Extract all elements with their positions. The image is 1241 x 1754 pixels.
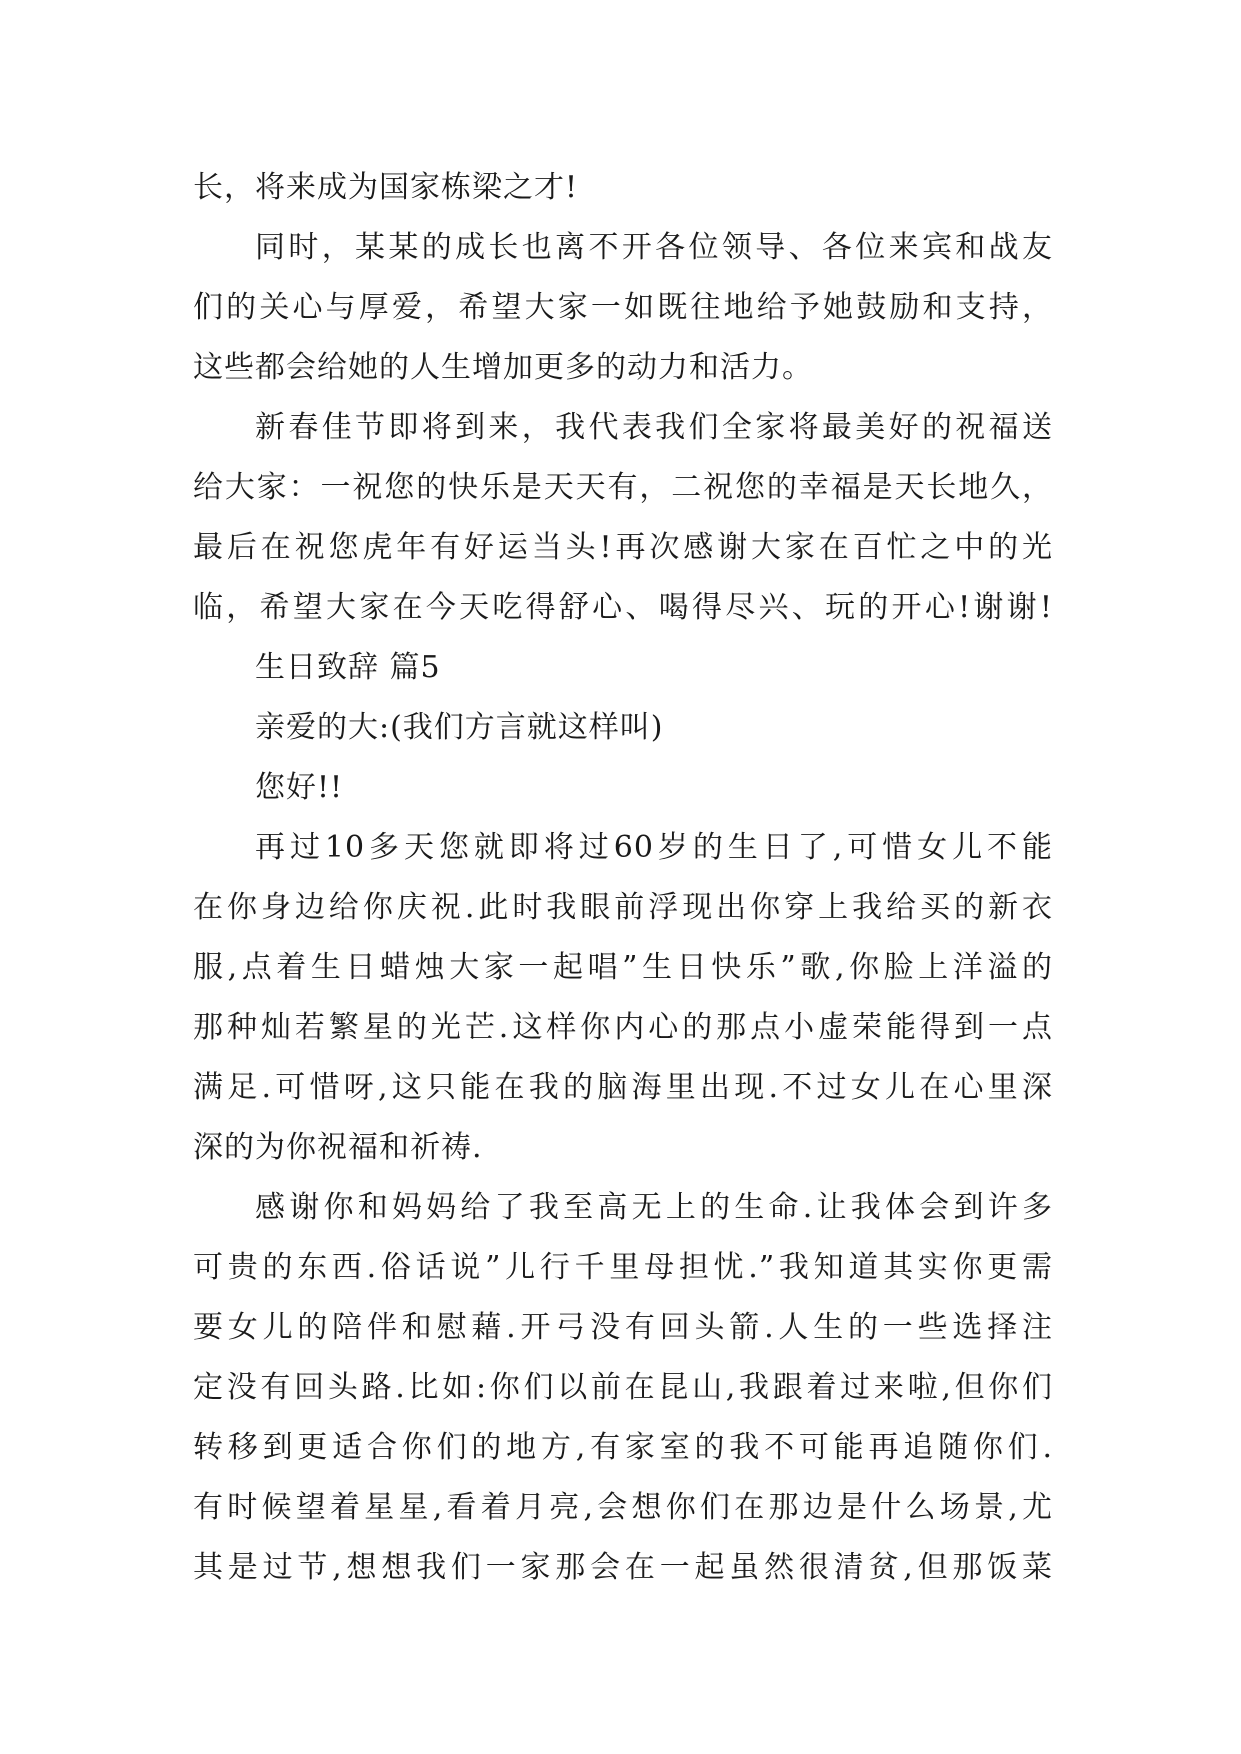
document-body <box>193 158 1053 1598</box>
salutation-line: 亲爱的大:(我们方言就这样叫) <box>255 710 664 745</box>
paragraph-start-line: 同时，某某的成长也离不开各位领导、各位来宾和战友 <box>255 230 1053 265</box>
text-line: 这些都会给她的人生增加更多的动力和活力。 <box>193 350 813 385</box>
paragraph-start-line: 感谢你和妈妈给了我至高无上的生命.让我体会到许多 <box>255 1190 1053 1225</box>
text-line: 给大家：一祝您的快乐是天天有，二祝您的幸福是天长地久， <box>193 470 1053 505</box>
text-line: 要女儿的陪伴和慰藉.开弓没有回头箭.人生的一些选择注 <box>193 1310 1053 1345</box>
text-line: 在你身边给你庆祝.此时我眼前浮现出你穿上我给买的新衣 <box>193 890 1053 925</box>
text-line: 那种灿若繁星的光芒.这样你内心的那点小虚荣能得到一点 <box>193 1010 1053 1045</box>
text-line: 临，希望大家在今天吃得舒心、喝得尽兴、玩的开心!谢谢! <box>193 590 1053 625</box>
text-line: 服,点着生日蜡烛大家一起唱”生日快乐”歌,你脸上洋溢的 <box>193 950 1053 985</box>
text-line: 长，将来成为国家栋梁之才! <box>193 170 579 205</box>
paragraph-start-line: 新春佳节即将到来，我代表我们全家将最美好的祝福送 <box>255 410 1053 445</box>
text-line: 定没有回头路.比如:你们以前在昆山,我跟着过来啦,但你们 <box>193 1370 1053 1405</box>
paragraph-start-line: 再过10多天您就即将过60岁的生日了,可惜女儿不能 <box>255 830 1053 865</box>
text-line: 有时候望着星星,看着月亮,会想你们在那边是什么场景,尤 <box>193 1490 1053 1525</box>
greeting-line: 您好!! <box>255 770 344 805</box>
text-line: 们的关心与厚爱，希望大家一如既往地给予她鼓励和支持， <box>193 290 1053 325</box>
text-line: 转移到更适合你们的地方,有家室的我不可能再追随你们. <box>193 1430 1053 1465</box>
text-line: 最后在祝您虎年有好运当头!再次感谢大家在百忙之中的光 <box>193 530 1053 565</box>
text-line: 可贵的东西.俗话说”儿行千里母担忧.”我知道其实你更需 <box>193 1250 1053 1285</box>
text-line: 其是过节,想想我们一家那会在一起虽然很清贫,但那饭菜 <box>193 1550 1053 1585</box>
section-heading: 生日致辞 篇5 <box>255 650 441 685</box>
text-line: 满足.可惜呀,这只能在我的脑海里出现.不过女儿在心里深 <box>193 1070 1053 1105</box>
text-line: 深的为你祝福和祈祷. <box>193 1130 483 1165</box>
